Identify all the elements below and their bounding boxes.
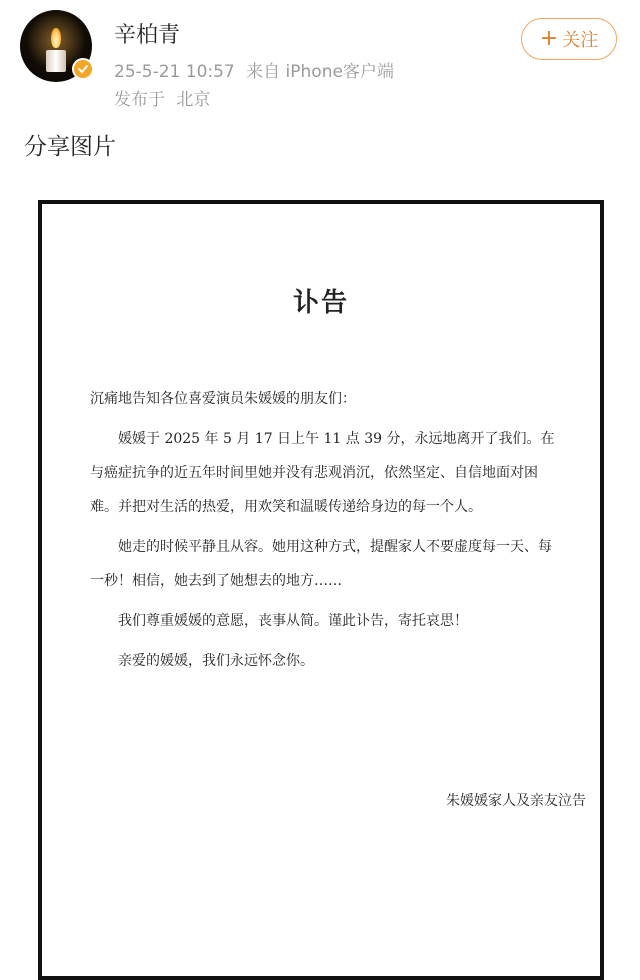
post-meta [114,57,400,82]
follow-button[interactable] [521,18,617,60]
post-source: 来自 iPhone客户端 [246,62,394,82]
verified-badge-icon [72,58,94,80]
notice-body [90,422,565,684]
notice-image[interactable] [38,200,604,980]
notice-paragraph: 媛媛于 2025 年 5 月 17 日上午 11 点 39 分，永远地离开了我们。在与癌症抗争的近五年时间里她并没有悲观消沉，依然坚定、自信地面对困难。并把对生活的热爱，用欢笑和温暖传递给身边的每一个人。 [90,431,555,515]
post-location [114,85,216,110]
username[interactable]: 辛柏青 [114,23,181,48]
notice-paragraph: 亲爱的媛媛，我们永远怀念你。 [118,653,314,669]
follow-label: 关注 [562,30,599,51]
post-datetime: 25-5-21 10:57 [114,62,235,82]
post-text: 分享图片 [24,134,116,160]
notice-paragraph: 我们尊重媛媛的意愿，丧事从简。谨此讣告，寄托哀思！ [118,613,468,629]
candle-icon [46,50,66,72]
notice-title: 讣告 [292,288,349,318]
candle-flame-icon [51,28,61,48]
plus-icon: + [539,26,559,51]
notice-paragraph: 她走的时候平静且从容。她用这种方式，提醒家人不要虚度每一天、每一秒！相信，她去到了她想去的地方…… [90,539,552,589]
location-prefix: 发布于 [114,90,165,110]
post-header [0,0,640,125]
notice-signature: 朱媛媛家人及亲友泣告 [446,793,586,809]
notice-salutation: 沉痛地告知各位喜爱演员朱媛媛的朋友们： [90,391,356,407]
location-name: 北京 [176,90,211,110]
